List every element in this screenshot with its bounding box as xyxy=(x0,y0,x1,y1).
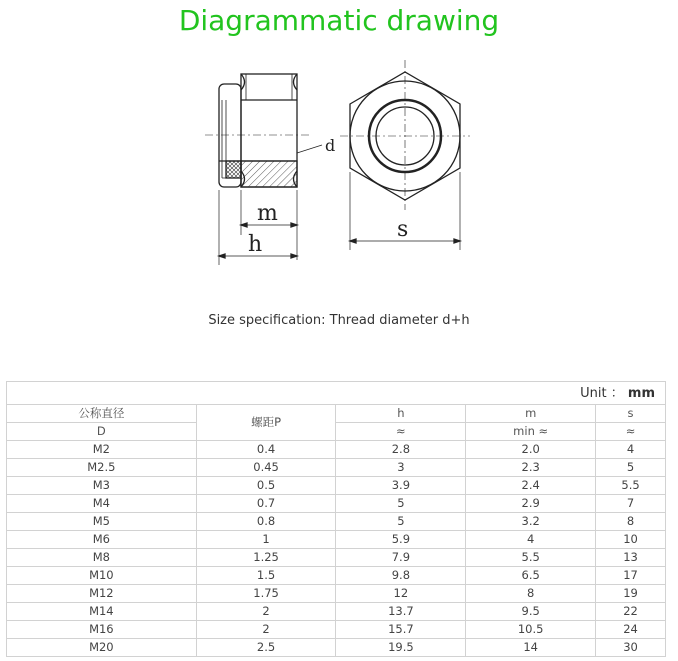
cell-s: 19 xyxy=(596,585,666,603)
cell-m: 4 xyxy=(466,531,596,549)
table-row xyxy=(7,531,666,549)
cell-s: 22 xyxy=(596,603,666,621)
header-m-sub: min ≈ xyxy=(466,423,596,441)
cell-m: 2.3 xyxy=(466,459,596,477)
label-h: h xyxy=(248,232,263,257)
cell-m: 9.5 xyxy=(466,603,596,621)
cell-s: 4 xyxy=(596,441,666,459)
cell-size: M5 xyxy=(7,513,197,531)
header-h-sub: ≈ xyxy=(336,423,466,441)
header-m: m xyxy=(466,405,596,423)
spec-table xyxy=(6,381,666,657)
header-s: s xyxy=(596,405,666,423)
table-row xyxy=(7,585,666,603)
cell-pitch: 1.25 xyxy=(196,549,336,567)
cell-h: 5.9 xyxy=(336,531,466,549)
cell-h: 3.9 xyxy=(336,477,466,495)
cell-size: M14 xyxy=(7,603,197,621)
cell-s: 5 xyxy=(596,459,666,477)
header-pitch: 螺距P xyxy=(196,405,336,441)
cell-pitch: 2 xyxy=(196,603,336,621)
cell-h: 15.7 xyxy=(336,621,466,639)
label-s: s xyxy=(397,217,409,242)
cell-size: M2.5 xyxy=(7,459,197,477)
cell-size: M6 xyxy=(7,531,197,549)
subheader-row xyxy=(7,423,666,441)
cell-m: 8 xyxy=(466,585,596,603)
cell-m: 3.2 xyxy=(466,513,596,531)
cell-size: M20 xyxy=(7,639,197,657)
cell-h: 12 xyxy=(336,585,466,603)
cell-size: M12 xyxy=(7,585,197,603)
cell-h: 2.8 xyxy=(336,441,466,459)
table-row xyxy=(7,549,666,567)
table-row xyxy=(7,513,666,531)
cell-s: 8 xyxy=(596,513,666,531)
header-row xyxy=(7,405,666,423)
cell-h: 3 xyxy=(336,459,466,477)
cell-s: 30 xyxy=(596,639,666,657)
cell-s: 10 xyxy=(596,531,666,549)
cell-h: 7.9 xyxy=(336,549,466,567)
cell-m: 2.9 xyxy=(466,495,596,513)
page-title: Diagrammatic drawing xyxy=(178,4,500,37)
cell-s: 7 xyxy=(596,495,666,513)
cell-h: 13.7 xyxy=(336,603,466,621)
header-s-sub: ≈ xyxy=(596,423,666,441)
cell-s: 5.5 xyxy=(596,477,666,495)
cell-m: 6.5 xyxy=(466,567,596,585)
table-row xyxy=(7,621,666,639)
label-m: m xyxy=(257,201,278,226)
cell-size: M16 xyxy=(7,621,197,639)
unit-value: mm xyxy=(627,385,655,401)
table-row xyxy=(7,603,666,621)
unit-cell xyxy=(7,382,666,405)
cell-m: 2.4 xyxy=(466,477,596,495)
cell-size: M8 xyxy=(7,549,197,567)
cell-m: 10.5 xyxy=(466,621,596,639)
cell-pitch: 2.5 xyxy=(196,639,336,657)
cell-pitch: 2 xyxy=(196,621,336,639)
cell-pitch: 0.7 xyxy=(196,495,336,513)
cell-pitch: 1 xyxy=(196,531,336,549)
header-d: D xyxy=(7,423,197,441)
header-nominal-diameter-cn: 公称直径 xyxy=(7,405,197,423)
cell-size: M2 xyxy=(7,441,197,459)
table-row xyxy=(7,459,666,477)
cell-s: 13 xyxy=(596,549,666,567)
cell-s: 24 xyxy=(596,621,666,639)
cell-m: 14 xyxy=(466,639,596,657)
label-d: d xyxy=(325,136,336,155)
cell-pitch: 0.45 xyxy=(196,459,336,477)
table-row xyxy=(7,477,666,495)
table-row xyxy=(7,567,666,585)
table-row xyxy=(7,441,666,459)
cell-size: M3 xyxy=(7,477,197,495)
nut-technical-drawing xyxy=(0,60,678,275)
cell-pitch: 1.75 xyxy=(196,585,336,603)
cell-h: 5 xyxy=(336,495,466,513)
cell-h: 9.8 xyxy=(336,567,466,585)
side-view xyxy=(205,74,322,265)
cell-m: 2.0 xyxy=(466,441,596,459)
cell-h: 19.5 xyxy=(336,639,466,657)
cell-s: 17 xyxy=(596,567,666,585)
table-row xyxy=(7,639,666,657)
unit-label: Unit xyxy=(580,385,607,401)
cell-size: M4 xyxy=(7,495,197,513)
cell-pitch: 0.8 xyxy=(196,513,336,531)
header-h: h xyxy=(336,405,466,423)
unit-separator: ： xyxy=(610,385,624,401)
size-caption: Size specification: Thread diameter d+h xyxy=(208,313,470,328)
cell-size: M10 xyxy=(7,567,197,585)
unit-row xyxy=(7,382,666,405)
cell-h: 5 xyxy=(336,513,466,531)
cell-pitch: 0.5 xyxy=(196,477,336,495)
cell-m: 5.5 xyxy=(466,549,596,567)
cell-pitch: 0.4 xyxy=(196,441,336,459)
cell-pitch: 1.5 xyxy=(196,567,336,585)
table-row xyxy=(7,495,666,513)
